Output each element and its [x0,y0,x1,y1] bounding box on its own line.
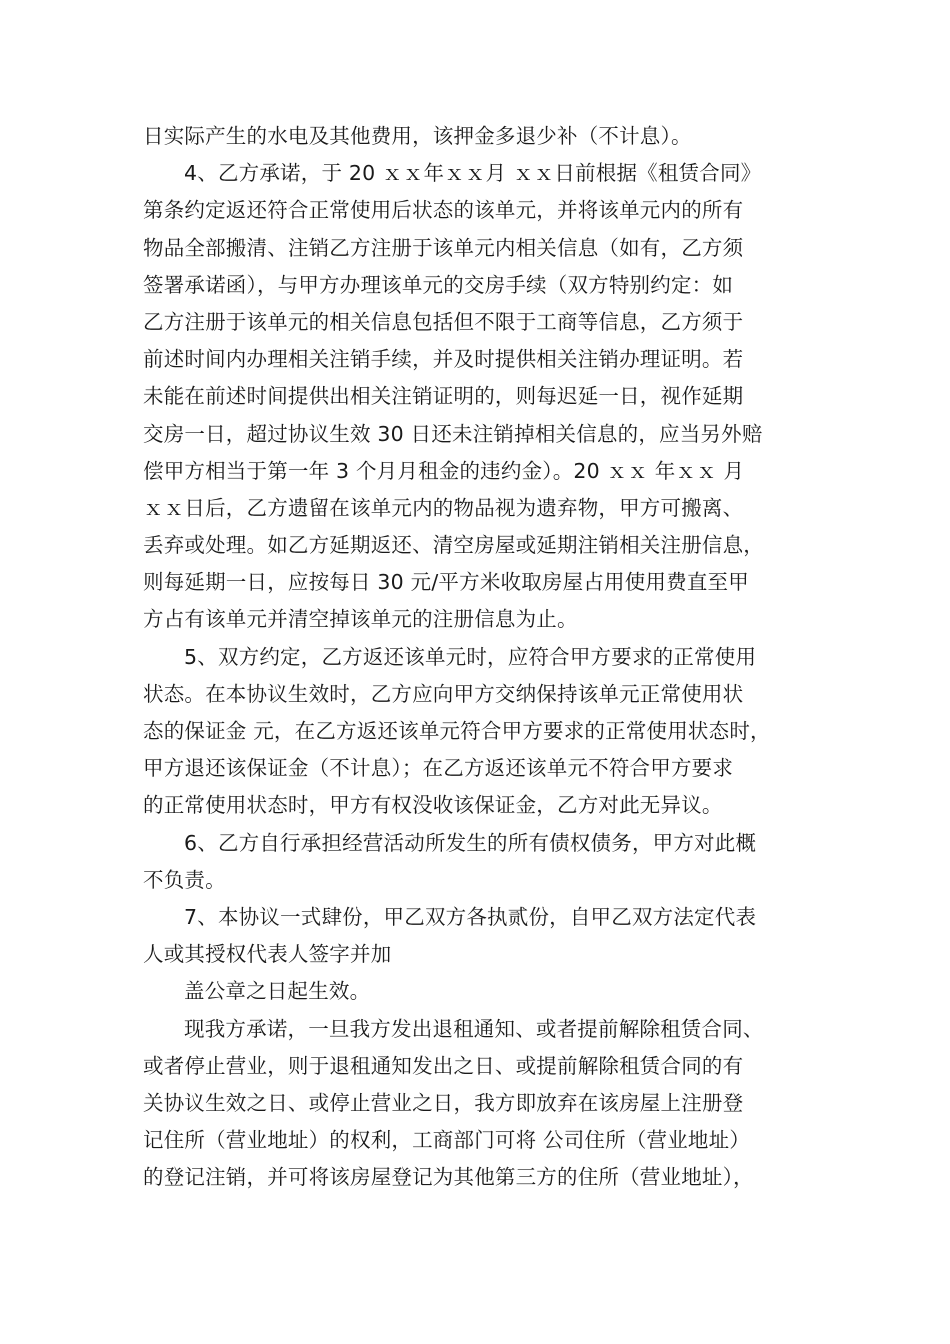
text-line: 前述时间内办理相关注销手续，并及时提供相关注销办理证明。若 [143,347,744,372]
text-line: 7、本协议一式肆份，甲乙双方各执贰份，自甲乙双方法定代表 [184,904,757,929]
document-body [143,118,827,1196]
text-line: 关协议生效之日、或停止营业之日，我方即放弃在该房屋上注册登 [143,1090,744,1115]
text-line: 第条约定返还符合正常使用后状态的该单元，并将该单元内的所有 [143,198,744,223]
text-line: 丢弃或处理。如乙方延期返还、清空房屋或延期注销相关注册信息， [143,533,764,558]
text-line: ｘｘ日后，乙方遗留在该单元内的物品视为遗弃物，甲方可搬离、 [143,495,744,520]
text-line: 未能在前述时间提供出相关注销证明的，则每迟延一日，视作延期 [143,384,744,409]
text-line: 物品全部搬清、注销乙方注册于该单元内相关信息（如有，乙方须 [143,235,744,260]
text-line: 记住所（营业地址）的权利，工商部门可将 公司住所（营业地址） [143,1128,751,1153]
text-line: 5、双方约定，乙方返还该单元时，应符合甲方要求的正常使用 [184,644,757,669]
text-line: 交房一日，超过协议生效 30 日还未注销掉相关信息的，应当另外赔 [143,421,763,446]
text-line: 人或其授权代表人签字并加 [143,942,392,967]
text-line: 签署承诺函），与甲方办理该单元的交房手续（双方特别约定：如 [143,272,734,297]
text-line: 或者停止营业，则于退租通知发出之日、或提前解除租赁合同的有 [143,1053,744,1078]
text-line: 日实际产生的水电及其他费用，该押金多退少补（不计息）。 [143,124,692,148]
text-line: 甲方退还该保证金（不计息）；在乙方返还该单元不符合甲方要求 [143,756,734,781]
text-line: 不负责。 [143,867,226,892]
text-line: 乙方注册于该单元的相关信息包括但不限于工商等信息，乙方须于 [143,309,744,334]
text-line: 态的保证金 元，在乙方返还该单元符合甲方要求的正常使用状态时， [143,719,771,743]
text-line: 盖公章之日起生效。 [184,979,371,1004]
text-line: 的正常使用状态时，甲方有权没收该保证金，乙方对此无异议。 [143,793,723,818]
text-line: 状态。在本协议生效时，乙方应向甲方交纳保持该单元正常使用状 [143,681,744,706]
text-line: 则每延期一日，应按每日 30 元/平方米收取房屋占用使用费直至甲 [143,570,749,595]
text-line: 6、乙方自行承担经营活动所发生的所有债权债务，甲方对此概 [184,830,757,855]
text-line: 偿甲方相当于第一年 3 个月月租金的违约金）。20 ｘｘ 年ｘｘ 月 [143,458,745,483]
text-line: 4、乙方承诺，于 20 ｘｘ年ｘｘ月 ｘｘ日前根据《租赁合同》 [184,161,762,186]
text-line: 的登记注销，并可将该房屋登记为其他第三方的住所（营业地址）， [143,1165,754,1190]
text-line: 方占有该单元并清空掉该单元的注册信息为止。 [143,607,578,632]
text-line: 现我方承诺，一旦我方发出退租通知、或者提前解除租赁合同、 [184,1016,764,1041]
